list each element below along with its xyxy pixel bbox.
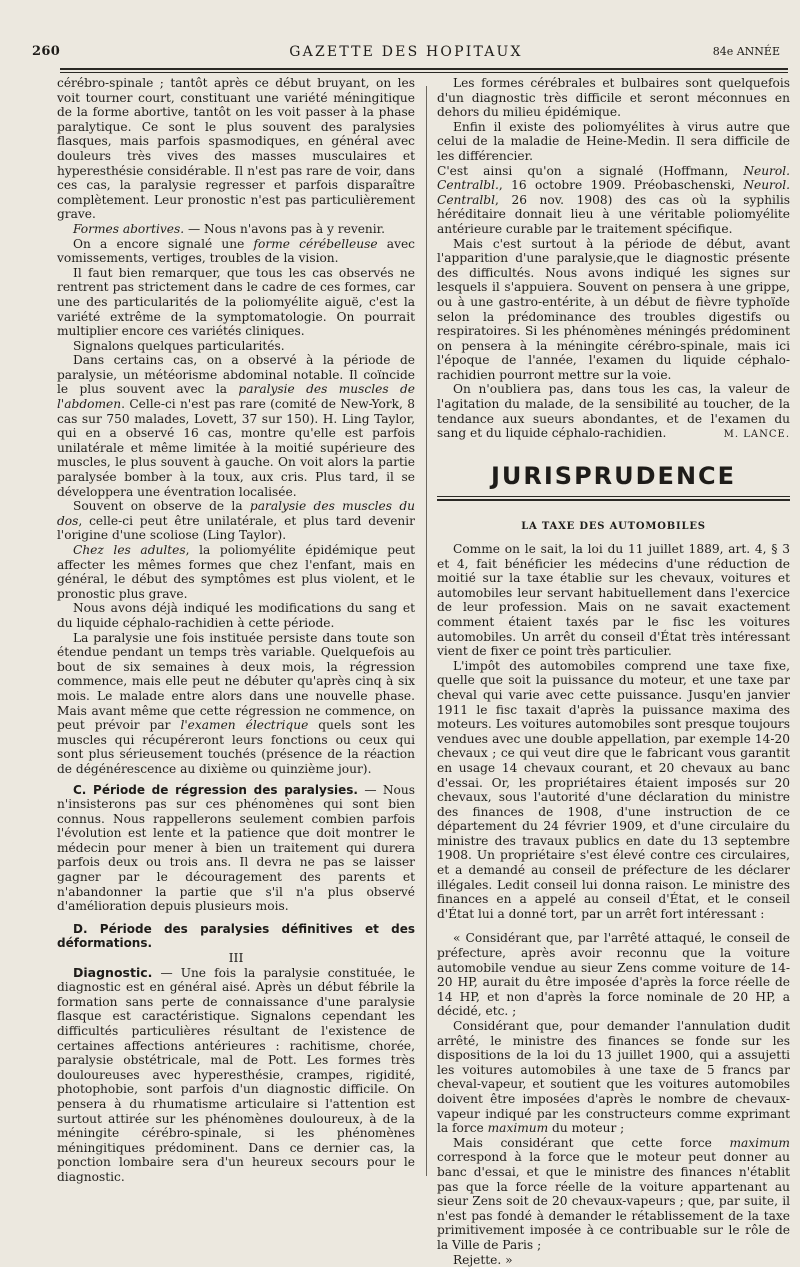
paragraph: C. Période de régression des paralysies. — Nous n'insisterons pas sur ces phénomènes qui sont bien connus. Nous rappellerons seulement combien parfois l'évolution est lente et la patience que doit montrer le médecin pour mener à bien un traitement qui durera parfois deux ou trois ans. Il devra ne pas se laisser gagner par le découragement des parents et n'abandonner la partie que s'il n'a plus observé d'amélioration depuis plusieurs mois. xyxy=(57,783,415,914)
paragraph: Dans certains cas, on a observé à la période de paralysie, un météorisme abdominal notable. Il coïncide le plus souvent avec la paralysie des muscles de l'abdomen. Celle-ci n'est pas rare (comité de New-York, 8 cas sur 750 malades, Lovett, 37 sur 150). H. Ling Taylor, qui en a observé 16 cas, montre qu'elle est parfois unilatérale et même limitée à la moitié supérieure des muscles, le plus souvent à gauche. On voit alors la partie paralysée bomber à la toux, aux cris. Plus tard, il se développera une éventration localisée. xyxy=(57,353,415,499)
subheading-c: C. Période de régression des paralysies. xyxy=(73,783,358,797)
paragraph: Mais c'est surtout à la période de début, avant l'apparition d'une paralysie,que le diagnostic présente des difficultés. Nous avons indiqué les signes sur lesquels il s'appuiera. Souvent on pensera à une grippe, ou à une gastro-entérite, à un début de fièvre typhoïde selon la prédominance des troubles digestifs ou respiratoires. Si les phénomènes méningés prédominent on pensera à la méningite cérébro-spinale, mais ici l'époque de l'année, l'examen du liquide céphalo-rachidien pourront mettre sur la voie. xyxy=(437,237,790,383)
italic-heading: Formes abortives. xyxy=(73,222,184,236)
diagnostic-heading: Diagnostic. xyxy=(73,965,152,980)
paragraph: On n'oubliera pas, dans tous les cas, la valeur de l'agitation du malade, de la sensibilité au toucher, de la tendance aux sueurs abondantes, et de l'examen du sang et du liquide céphalo-rachidien. M. LANCE. xyxy=(437,382,790,440)
paragraph: L'impôt des automobiles comprend une taxe fixe, quelle que soit la puissance du moteur, et une taxe par cheval qui varie avec cette puissance. Jusqu'en janvier 1911 le fisc taxait d'après la puissance maxima des moteurs. Les voitures automobiles sont presque toujours vendues avec une double appellation, par exemple 14-20 chevaux ; ce qui veut dire que le fabricant vous garantit en usage 14 chevaux courant, et 20 chevaux au banc d'essai. Or, les propriétaires étaient imposés sur 20 chevaux, sous l'autorité d'une déclaration du ministre des finances de 1908, d'une instruction de ce département du 24 février 1909, et d'une circulaire du ministre des travaux publics en date du 13 septembre 1908. Un propriétaire s'est élevé contre ces circulaires, et a demandé au conseil de préfecture de les déclarer illégales. Ledit conseil lui donna raison. Le ministre des finances en a appelé au conseil d'État, et le conseil d'État lui a donné tort, par un arrêt fort intéressant : xyxy=(437,659,790,922)
paragraph: C'est ainsi qu'on a signalé (Hoffmann, Neurol. Centralbl., 16 octobre 1909. Préobaschenski, Neurol. Centralbl, 26 nov. 1908) des cas où la syphilis héréditaire donnait lieu à une véritable poliomyélite antérieure curable par le traitement spécifique. xyxy=(437,164,790,237)
paragraph: On a encore signalé une forme cérébelleuse avec vomissements, vertiges, troubles de la vision. xyxy=(57,237,415,266)
paragraph: Formes abortives. — Nous n'avons pas à y revenir. xyxy=(57,222,415,237)
volume-year: 84e ANNÉE xyxy=(713,45,780,58)
page-header xyxy=(32,40,780,66)
paragraph: Enfin il existe des poliomyélites à virus autre que celui de la maladie de Heine-Medin. Il sera difficile de les différencier. xyxy=(437,120,790,164)
article-body xyxy=(437,542,790,1267)
quote-paragraph: Mais considérant que cette force maximum correspond à la force que le moteur peut donner au banc d'essai, et que le ministre des finances n'établit pas que la force réelle de la voiture appartenant au sieur Zens soit de 20 chevaux-vapeurs ; que, par suite, il n'est pas fondé à demander le rétablissement de la taxe primitivement imposée à ce contribuable sur le rôle de la Ville de Paris ; xyxy=(437,1136,790,1253)
article-title: LA TAXE DES AUTOMOBILES xyxy=(437,521,790,532)
section-title: JURISPRUDENCE xyxy=(437,462,790,496)
paragraph: Diagnostic. — Une fois la paralysie constituée, le diagnostic est en général aisé. Après un début fébrile la formation sans perte de connaissance d'une paralysie flasque est caractéristique. Signalons cependant les difficultés particulières résultant de l'existence de certaines affections antérieures : rachitisme, chorée, paralysie obstétricale, mal de Pott. Les formes très douloureuses avec hyperesthésie, crampes, rigidité, photophobie, sont parfois d'un diagnostic difficile. On pensera à du rhumatisme articulaire si l'attention est surtout attirée sur les phénomènes douloureux, à de la méningite cérébro-spinale, si les phénomènes méningitiques prédominent. Dans ce dernier cas, la ponction lombaire sera d'un heureux secours pour le diagnostic. xyxy=(57,966,415,1185)
left-column xyxy=(57,76,415,1185)
paragraph: Il faut bien remarquer, que tous les cas observés ne rentrent pas strictement dans le cadre de ces formes, car une des particularités de la poliomyélite aiguë, c'est la variété extrême de la symptomatologie. On pourrait multiplier encore ces variétés cliniques. xyxy=(57,266,415,339)
paragraph: La paralysie une fois instituée persiste dans toute son étendue pendant un temps très variable. Quelquefois au bout de six semaines à deux mois, la régression commence, mais elle peut ne débuter qu'après cinq à six mois. Le malade entre alors dans une nouvelle phase. Mais avant même que cette régression ne commence, on peut prévoir par l'examen électrique quels sont les muscles qui récupéreront leurs fonctions ou ceux qui sont plus sérieusement touchés (présence de la réaction de dégénérescence au dixième ou quinzième jour). xyxy=(57,631,415,777)
journal-title: GAZETTE DES HOPITAUX xyxy=(32,44,780,60)
paragraph: Comme on le sait, la loi du 11 juillet 1889, art. 4, § 3 et 4, fait bénéficier les médecins d'une réduction de moitié sur la taxe établie sur les chevaux, voitures et automobiles leur servant habituellement dans l'exercice de leur profession. Mais on ne savait exactement comment étaient taxés par le fisc les voitures automobiles. Un arrêt du conseil d'État très intéressant vient de fixer ce point très particulier. xyxy=(437,542,790,659)
jurisprudence-section xyxy=(437,462,790,1267)
section-rule xyxy=(437,496,790,501)
author-signature: M. LANCE. xyxy=(708,428,790,443)
paragraph: Nous avons déjà indiqué les modifications du sang et du liquide céphalo-rachidien à cette période. xyxy=(57,601,415,630)
paragraph: Souvent on observe de la paralysie des muscles du dos, celle-ci peut être unilatérale, et plus tard devenir l'origine d'une scoliose (Ling Taylor). xyxy=(57,499,415,543)
paragraph: Les formes cérébrales et bulbaires sont quelquefois d'un diagnostic très difficile et seront méconnues en dehors du milieu épidémique. xyxy=(437,76,790,120)
column-divider xyxy=(426,86,427,1176)
right-column xyxy=(437,76,790,443)
page-number: 260 xyxy=(32,44,60,59)
quote-paragraph: « Considérant que, par l'arrêté attaqué, le conseil de préfecture, après avoir reconnu que la voiture automobile vendue au sieur Zens comme voiture de 14-20 HP, aurait du être imposée d'après la force réelle de 14 HP, et non d'après la force nominale de 20 HP, a décidé, etc. ; xyxy=(437,931,790,1019)
quote-paragraph: Rejette. » xyxy=(437,1253,790,1267)
paragraph: Signalons quelques particularités. xyxy=(57,339,415,354)
header-rule xyxy=(60,68,788,73)
paragraph: Chez les adultes, la poliomyélite épidémique peut affecter les mêmes formes que chez l'enfant, mais en général, le début des symptômes est plus violent, et le pronostic plus grave. xyxy=(57,543,415,601)
section-numeral: III xyxy=(57,951,415,966)
quote-paragraph: Considérant que, pour demander l'annulation dudit arrêté, le ministre des finances se fonde sur les dispositions de la loi du 13 juillet 1900, qui a assujetti les voitures automobiles à une taxe de 5 francs par cheval-vapeur, et soutient que les voitures automobiles doivent être imposées d'après le nombre de chevaux-vapeur indiqué par les constructeurs comme exprimant la force maximum du moteur ; xyxy=(437,1019,790,1136)
paragraph: cérébro-spinale ; tantôt après ce début bruyant, on les voit tourner court, constituant une variété méningitique de la forme abortive, tantôt on les voit passer à la phase paralytique. Ce sont le plus souvent des paralysies flasques, mais parfois spasmodiques, en général avec douleurs très vives des masses musculaires et hyperesthésie considérable. Il n'est pas rare de voir, dans ces cas, la paralysie regresser et parfois disparaître complètement. Leur pronostic n'est pas particulièrement grave. xyxy=(57,76,415,222)
subheading-d: D. Période des paralysies définitives et des déformations. xyxy=(57,922,415,951)
